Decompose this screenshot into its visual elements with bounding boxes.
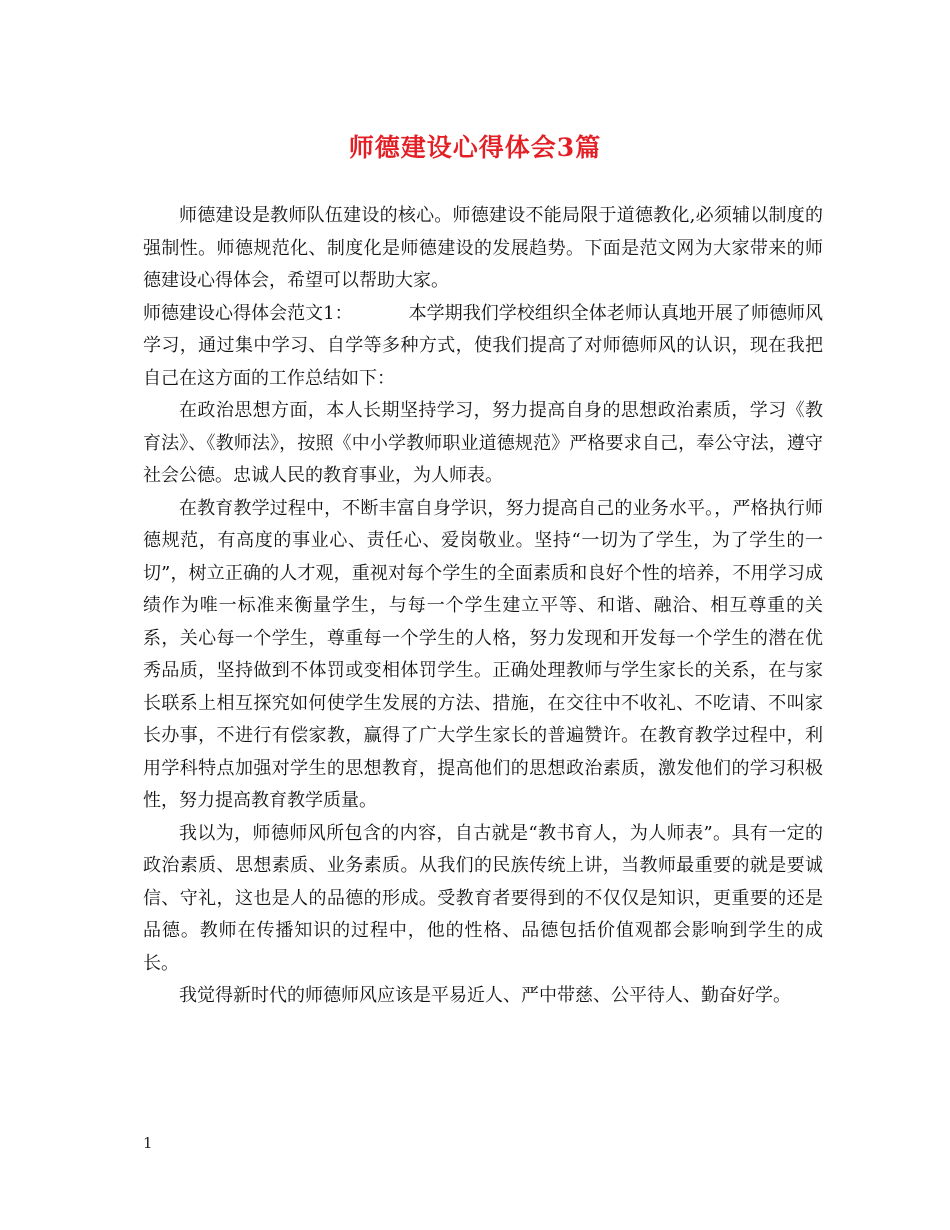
intro-paragraph: 师德建设是教师队伍建设的核心。师德建设不能局限于道德教化,必须辅以制度的强制性。师德规范化、制度化是师德建设的发展趋势。下面是范文网为大家带来的师德建设心得体会，希望可以帮助大家。 <box>143 205 823 291</box>
body-paragraph: 我觉得新时代的师德师风应该是平易近人、严中带慈、公平待人、勤奋好学。 <box>179 985 791 1006</box>
page-number: 1 <box>143 1134 153 1152</box>
sample-label: 师德建设心得体会范文1： <box>143 302 353 324</box>
body-paragraph: 在政治思想方面，本人长期坚持学习，努力提高自身的思想政治素质，学习《教育法》、《教师法》，按照《中小学教师职业道德规范》严格要求自己，奉公守法，遵守社会公德。忠诚人民的教育事业，为人师表。 <box>143 400 823 486</box>
body-paragraph: 我以为，师德师风所包含的内容，自古就是“教书育人，为人师表”。具有一定的政治素质、思想素质、业务素质。从我们的民族传统上讲，当教师最重要的就是要诚信、守礼，这也是人的品德的形成。受教育者要得到的不仅仅是知识，更重要的还是品德。教师在传播知识的过程中，他的性格、品德包括价值观都会影响到学生的成长。 <box>143 822 823 974</box>
sample-paragraph <box>143 298 823 396</box>
body-paragraph: 在教育教学过程中，不断丰富自身学识，努力提高自己的业务水平。，严格执行师德规范，有高度的事业心、责任心、爱岗敬业。坚持“一切为了学生，为了学生的一切”，树立正确的人才观，重视对每个学生的全面素质和良好个性的培养，不用学习成绩作为唯一标准来衡量学生，与每一个学生建立平等、和谐、融洽、相互尊重的关系，关心每一个学生，尊重每一个学生的人格，努力发现和开发每一个学生的潜在优秀品质，坚持做到不体罚或变相体罚学生。正确处理教师与学生家长的关系，在与家长联系上相互探究如何使学生发展的方法、措施，在交往中不收礼、不吃请、不叫家长办事，不进行有偿家教，赢得了广大学生家长的普遍赞许。在教育教学过程中，利用学科特点加强对学生的思想教育，提高他们的思想政治素质，激发他们的学习积极性，努力提高教育教学质量。 <box>143 497 823 811</box>
document-body <box>143 200 823 1013</box>
document-title: 师德建设心得体会3篇 <box>348 133 602 162</box>
sample-intro: 本学期我们学校组织全体老师认真地开展了师德师风学习，通过集中学习、自学等多种方式，使我们提高了对师德师风的认识，现在我把自己在这方面的工作总结如下： <box>143 302 823 389</box>
